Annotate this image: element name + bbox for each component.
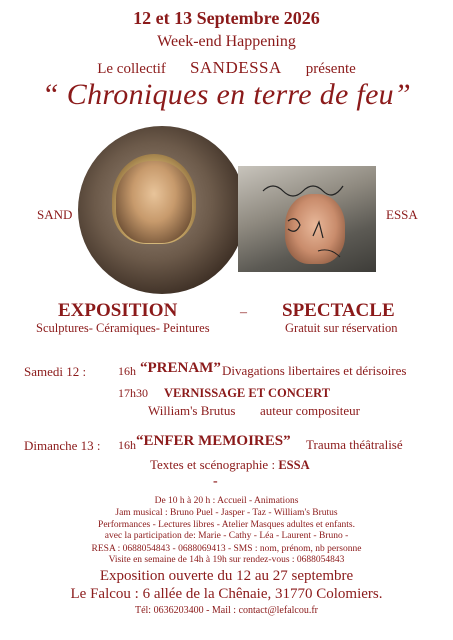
vernissage-time: 17h30 [118,386,148,400]
sunday-label: Dimanche 13 : [24,438,101,453]
contact-info: Tél: 0636203400 - Mail : contact@lefalcou.fr [134,605,319,616]
sunday-show-title: “ENFER MEMOIRES” [136,433,291,449]
saturday-show-time: 16h [118,364,136,378]
venue-address: Le Falcou : 6 allée de la Chênaie, 31770 Colomiers. [70,586,383,602]
credit-name: ESSA [278,458,310,472]
credit-prefix: Textes et scénographie : [150,457,276,472]
info-hours: De 10 h à 20 h : Accueil - Animations [154,496,299,506]
concert-artist-role: auteur compositeur [260,403,360,418]
presents-word: présente [305,61,356,77]
handwriting-overlay [258,176,368,266]
spectacle-heading: SPECTACLE [282,300,395,321]
artist-label-sand: SAND [37,207,73,222]
exposition-heading: EXPOSITION [58,300,178,321]
sunday-credit [150,457,310,473]
info-performances: Performances - Lectures libres - Atelier Masques adultes et enfants. [98,520,355,530]
info-jam: Jam musical : Bruno Puel - Jasper - Taz - William's Brutus [115,508,338,518]
event-subtitle: Week-end Happening [157,33,296,50]
sunday-show-description: Trauma théâtralisé [306,437,403,452]
portrait-sand [116,161,192,243]
collective-prefix: Le collectif [97,61,166,77]
hero-artwork [78,126,378,296]
sunday-show-time: 16h [118,438,136,452]
info-weekday-visits: Visite en semaine de 14h à 19h sur rendez-vous : 0688054843 [108,555,345,565]
vernissage-title: VERNISSAGE ET CONCERT [164,386,331,400]
info-reservation: RESA : 0688054843 - 0688069413 - SMS : nom, prénom, nb personne [91,544,362,554]
section-separator: – [240,305,247,320]
saturday-label: Samedi 12 : [24,364,87,379]
saturday-show-title: “PRENAM” [140,360,221,376]
spectacle-subtitle: Gratuit sur réservation [285,321,398,335]
event-title: “ Chroniques en terre de feu” [42,78,411,111]
divider-dash: - [213,474,218,489]
concert-artist-name: William's Brutus [148,403,236,418]
exhibition-dates: Exposition ouverte du 12 au 27 septembre [99,568,354,584]
artist-label-essa: ESSA [386,207,418,222]
event-date: 12 et 13 Septembre 2026 [133,8,320,28]
saturday-show-description: Divagations libertaires et dérisoires [222,363,407,378]
exposition-subtitle: Sculptures- Céramiques- Peintures [36,321,210,335]
info-participants: avec la participation de: Marie - Cathy - Léa - Laurent - Bruno - [104,531,349,541]
collective-name: SANDESSA [189,58,282,77]
presenter-line [0,58,453,78]
